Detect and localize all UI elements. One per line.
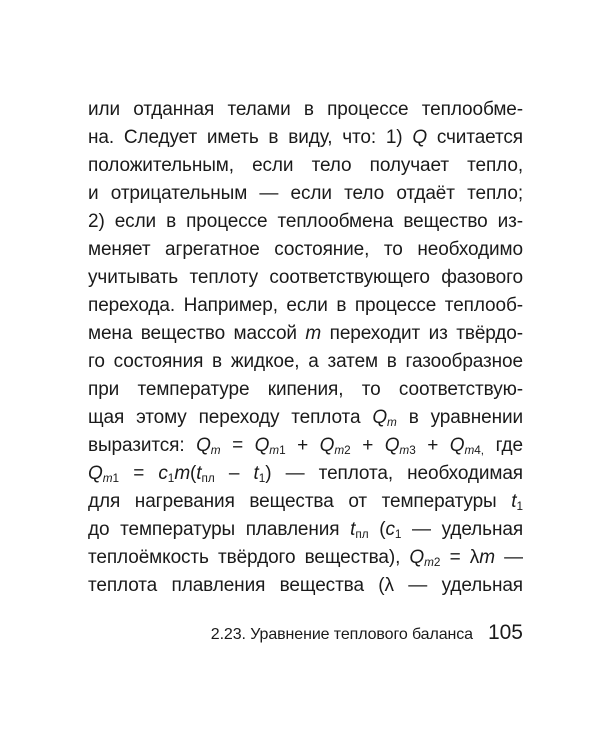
- text-line: учитывать теплоту соответствующего фазового: [88, 267, 523, 288]
- text-line: при температуре кипения, то соответствую-: [88, 379, 523, 400]
- section-title: 2.23. Уравнение теплового баланса: [210, 626, 473, 643]
- text-line: го состояния в жидкое, а затем в газообразное: [88, 351, 523, 372]
- text-line: 2) если в процессе теплообмена вещество из-: [88, 211, 523, 232]
- text-line: теплота плавления вещества (λ — удельная: [88, 575, 523, 596]
- text-line: теплоёмкость твёрдого вещества), Qm2 = λm —: [88, 547, 523, 569]
- text-line: перехода. Например, если в процессе теплооб-: [88, 295, 523, 316]
- text-line: щая этому переходу теплота Qm в уравнении: [88, 407, 523, 429]
- text-line: до температуры плавления tпл (c1 — удельная: [88, 519, 523, 541]
- page-number: 105: [487, 621, 523, 644]
- text-line: мена вещество массой m переходит из твёрдо-: [88, 323, 523, 344]
- text-line: или отданная телами в процессе теплообме-: [88, 99, 523, 120]
- page-footer: [88, 620, 523, 648]
- text-line: меняет агрегатное состояние, то необходимо: [88, 239, 523, 260]
- text-line: Qm1 = c1m(tпл – t1) — теплота, необходимая: [88, 463, 523, 485]
- text-line: положительным, если тело получает тепло,: [88, 155, 523, 176]
- text-line: и отрицательным — если тело отдаёт тепло;: [88, 183, 523, 204]
- page-text: [88, 96, 523, 600]
- text-line: для нагревания вещества от температуры t1: [88, 491, 523, 513]
- text-line: на. Следует иметь в виду, что: 1) Q считается: [88, 127, 523, 148]
- text-line: выразится: Qm = Qm1 + Qm2 + Qm3 + Qm4, где: [88, 435, 523, 457]
